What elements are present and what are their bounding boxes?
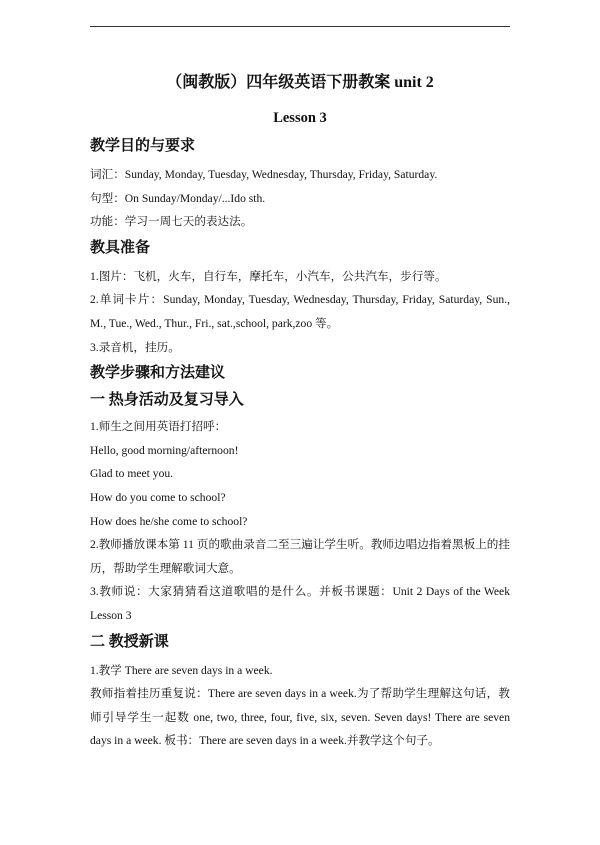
- part2-line-2: 教师指着挂历重复说：There are seven days in a week.为了帮助学生理解这句话，教师引导学生一起数 one, two, three, four, five, six, seven. Seven days! There are seven days in a week. 板书：There are seven days in a week.并教学这个句子。: [90, 687, 510, 748]
- header-rule: [90, 26, 510, 27]
- part1-heading: 一 热身活动及复习导入: [90, 392, 244, 409]
- part2-heading: 二 教授新课: [90, 633, 169, 650]
- part1-line-3: Glad to meet you.: [90, 467, 174, 481]
- materials-item-1: 1.图片：飞机，火车，自行车，摩托车，小汽车，公共汽车，步行等。: [90, 269, 447, 283]
- materials-heading: 教具准备: [90, 239, 151, 256]
- part1-line-4: How do you come to school?: [90, 490, 226, 504]
- document-title: （闽教版）四年级英语下册教案 unit 2: [166, 74, 434, 91]
- part1-line-5: How does he/she come to school?: [90, 514, 248, 528]
- steps-heading: 教学步骤和方法建议: [90, 365, 226, 382]
- part1-line-1: 1.师生之间用英语打招呼：: [90, 420, 227, 434]
- lesson-subtitle: Lesson 3: [273, 110, 327, 126]
- document-body: [90, 72, 510, 753]
- materials-item-3: 3.录音机，挂历。: [90, 340, 180, 354]
- part1-line-6: 2.教师播放课本第 11 页的歌曲录音二至三遍让学生听。教师边唱边指着黑板上的挂历，帮助学生理解歌词大意。: [90, 538, 510, 575]
- part2-line-1: 1.教学 There are seven days in a week.: [90, 663, 273, 677]
- part1-line-7: 3.教师说：大家猜猜看这道歌唱的是什么。并板书课题：Unit 2 Days of the Week Lesson 3: [90, 585, 510, 622]
- objectives-function: 功能：学习一周七天的表达法。: [90, 215, 253, 229]
- objectives-heading: 教学目的与要求: [90, 138, 196, 154]
- objectives-pattern: 句型：On Sunday/Monday/...Ido sth.: [90, 191, 266, 205]
- materials-item-2: 2.单词卡片：Sunday, Monday, Tuesday, Wednesday, Thursday, Friday, Saturday, Sun., M., Tue., Wed., Thur., Fri., sat.,school, park,zoo 等。: [90, 293, 510, 330]
- objectives-vocab: 词汇：Sunday, Monday, Tuesday, Wednesday, Thursday, Friday, Saturday.: [90, 168, 438, 181]
- part1-line-2: Hello, good morning/afternoon!: [90, 443, 239, 457]
